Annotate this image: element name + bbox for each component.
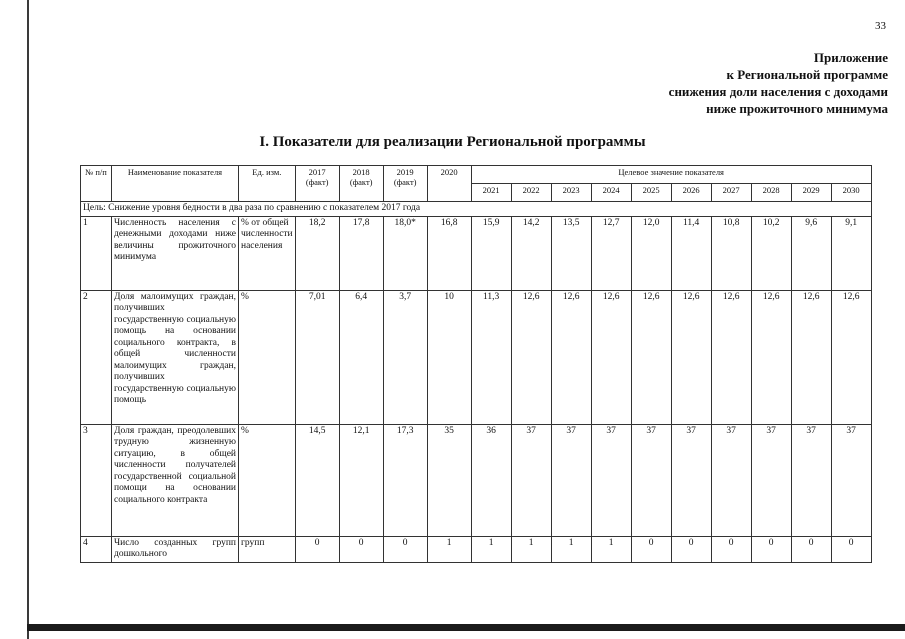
row-number: 3 <box>81 424 112 536</box>
table-row <box>81 424 872 536</box>
indicator-name: Доля малоимущих граждан, получивших государственную социальную помощь на основании социального контракта, в общей численности малоимущих граждан, получивших государственную социальную помощь <box>112 290 239 424</box>
value-2028: 10,2 <box>751 216 791 290</box>
value-2018: 0 <box>339 536 383 562</box>
value-2028: 12,6 <box>751 290 791 424</box>
scan-bottom-edge <box>27 624 905 631</box>
value-2019: 3,7 <box>383 290 427 424</box>
value-2025: 37 <box>631 424 671 536</box>
value-2025: 12,6 <box>631 290 671 424</box>
value-2022: 14,2 <box>511 216 551 290</box>
value-2024: 12,6 <box>591 290 631 424</box>
indicator-unit: % <box>239 290 296 424</box>
value-2030: 0 <box>831 536 871 562</box>
annex-line-2: к Региональной программе <box>726 67 888 82</box>
header-target-year: 2029 <box>791 184 831 202</box>
annex-header <box>669 49 888 117</box>
indicator-name: Численность населения с денежными доходами ниже величины прожиточного минимума <box>112 216 239 290</box>
value-2027: 12,6 <box>711 290 751 424</box>
value-2026: 11,4 <box>671 216 711 290</box>
value-2020: 1 <box>427 536 471 562</box>
indicator-unit: % <box>239 424 296 536</box>
left-margin-line <box>27 0 29 639</box>
row-number: 2 <box>81 290 112 424</box>
goal-text: Цель: Снижение уровня бедности в два раза по сравнению с показателем 2017 года <box>81 202 872 217</box>
annex-line-1: Приложение <box>813 50 888 65</box>
indicator-name: Число созданных групп дошкольного <box>112 536 239 562</box>
value-2023: 12,6 <box>551 290 591 424</box>
value-2029: 0 <box>791 536 831 562</box>
value-2030: 37 <box>831 424 871 536</box>
value-2022: 12,6 <box>511 290 551 424</box>
value-2018: 6,4 <box>339 290 383 424</box>
page-number: 33 <box>875 20 886 32</box>
value-2018: 12,1 <box>339 424 383 536</box>
header-target-group: Целевое значение показателя <box>471 166 871 184</box>
value-2026: 37 <box>671 424 711 536</box>
value-2023: 37 <box>551 424 591 536</box>
header-target-year: 2030 <box>831 184 871 202</box>
value-2022: 1 <box>511 536 551 562</box>
header-target-year: 2024 <box>591 184 631 202</box>
value-2019: 18,0* <box>383 216 427 290</box>
value-2027: 37 <box>711 424 751 536</box>
indicator-unit: групп <box>239 536 296 562</box>
table-row <box>81 536 872 562</box>
value-2029: 37 <box>791 424 831 536</box>
header-name: Наименование показателя <box>112 166 239 202</box>
header-target-year: 2022 <box>511 184 551 202</box>
value-2026: 12,6 <box>671 290 711 424</box>
value-2029: 12,6 <box>791 290 831 424</box>
header-target-year: 2025 <box>631 184 671 202</box>
value-2025: 12,0 <box>631 216 671 290</box>
value-2023: 1 <box>551 536 591 562</box>
header-unit: Ед. изм. <box>239 166 296 202</box>
header-target-year: 2023 <box>551 184 591 202</box>
value-2024: 12,7 <box>591 216 631 290</box>
value-2020: 16,8 <box>427 216 471 290</box>
value-2021: 1 <box>471 536 511 562</box>
annex-line-4: ниже прожиточного минимума <box>706 101 888 116</box>
value-2021: 15,9 <box>471 216 511 290</box>
header-2020: 2020 <box>427 166 471 202</box>
value-2017: 14,5 <box>295 424 339 536</box>
value-2028: 37 <box>751 424 791 536</box>
value-2026: 0 <box>671 536 711 562</box>
value-2021: 11,3 <box>471 290 511 424</box>
value-2019: 17,3 <box>383 424 427 536</box>
indicator-name: Доля граждан, преодолевших трудную жизненную ситуацию, в общей численности получателей государственной социальной помощи на основании социального контракта <box>112 424 239 536</box>
value-2017: 18,2 <box>295 216 339 290</box>
value-2019: 0 <box>383 536 427 562</box>
annex-line-3: снижения доли населения с доходами <box>668 84 888 99</box>
value-2028: 0 <box>751 536 791 562</box>
indicators-table <box>80 165 872 563</box>
value-2017: 7,01 <box>295 290 339 424</box>
value-2017: 0 <box>295 536 339 562</box>
header-target-year: 2021 <box>471 184 511 202</box>
table-row <box>81 216 872 290</box>
value-2022: 37 <box>511 424 551 536</box>
value-2020: 35 <box>427 424 471 536</box>
value-2020: 10 <box>427 290 471 424</box>
row-number: 4 <box>81 536 112 562</box>
header-target-year: 2026 <box>671 184 711 202</box>
header-2019: 2019 (факт) <box>383 166 427 202</box>
value-2030: 12,6 <box>831 290 871 424</box>
value-2027: 10,8 <box>711 216 751 290</box>
value-2027: 0 <box>711 536 751 562</box>
section-title: I. Показатели для реализации Региональной программы <box>259 134 646 150</box>
table-row <box>81 290 872 424</box>
header-num: № п/п <box>81 166 112 202</box>
row-number: 1 <box>81 216 112 290</box>
indicator-unit: % от общей численности населения <box>239 216 296 290</box>
value-2018: 17,8 <box>339 216 383 290</box>
value-2024: 1 <box>591 536 631 562</box>
value-2030: 9,1 <box>831 216 871 290</box>
value-2025: 0 <box>631 536 671 562</box>
header-2018: 2018 (факт) <box>339 166 383 202</box>
value-2024: 37 <box>591 424 631 536</box>
goal-row <box>81 202 872 217</box>
header-target-year: 2028 <box>751 184 791 202</box>
value-2023: 13,5 <box>551 216 591 290</box>
header-target-year: 2027 <box>711 184 751 202</box>
header-2017: 2017 (факт) <box>295 166 339 202</box>
value-2021: 36 <box>471 424 511 536</box>
value-2029: 9,6 <box>791 216 831 290</box>
